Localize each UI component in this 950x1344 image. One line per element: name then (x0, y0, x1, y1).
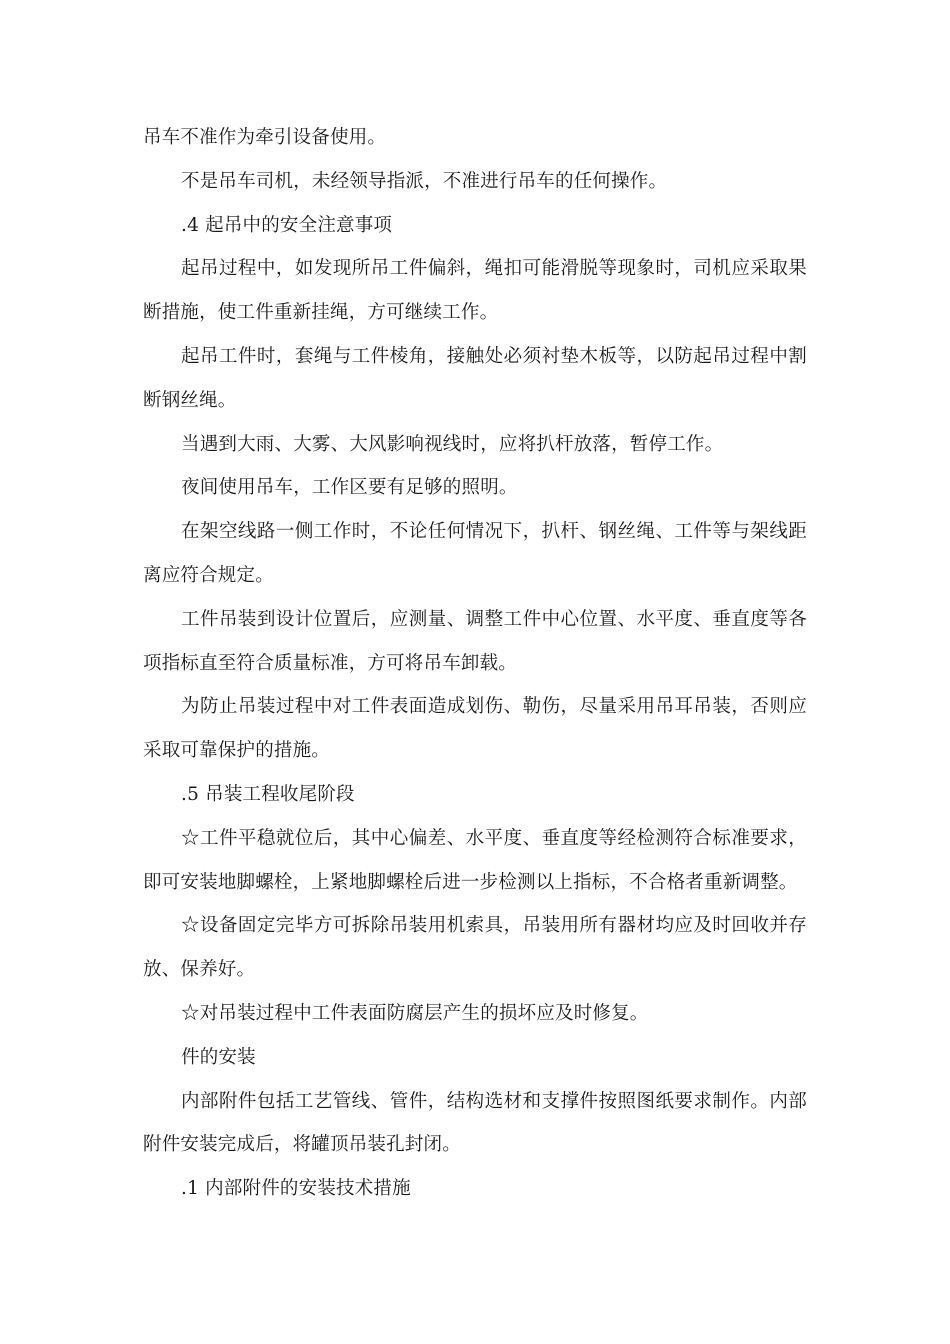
paragraph-anchor-bolts: ☆工件平稳就位后，其中心偏差、水平度、垂直度等经检测符合标准要求，即可安装地脚螺栓，上紧地脚螺栓后进一步检测以上指标，不合格者重新调整。 (143, 827, 807, 893)
paragraph-position-check: 工件吊装到设计位置后，应测量、调整工件中心位置、水平度、垂直度等各项指标直至符合质量标准，方可将吊车卸载。 (143, 608, 807, 674)
paragraph-weather: 当遇到大雨、大雾、大风影响视线时，应将扒杆放落，暂停工作。 (181, 433, 724, 455)
document-body (143, 116, 807, 1211)
paragraph-lifting-skew: 起吊过程中，如发现所吊工件偏斜，绳扣可能滑脱等现象时，司机应采取果断措施，使工件重新挂绳，方可继续工作。 (143, 258, 807, 324)
section-heading-4: .4 起吊中的安全注意事项 (181, 214, 393, 236)
paragraph-sling-padding: 起吊工件时，套绳与工件棱角，接触处必须衬垫木板等，以防起吊过程中割断钢丝绳。 (143, 345, 807, 411)
section-heading-1: .1 内部附件的安装技术措施 (181, 1178, 411, 1200)
paragraph-crane-not-traction: 吊车不准作为牵引设备使用。 (143, 127, 387, 148)
paragraph-coating-repair: ☆对吊装过程中工件表面防腐层产生的损坏应及时修复。 (181, 1002, 649, 1024)
paragraph-overhead-lines: 在架空线路一侧工作时，不论任何情况下，扒杆、钢丝绳、工件等与架线距离应符合规定。 (143, 521, 807, 586)
section-heading-installation: 件的安装 (181, 1046, 256, 1068)
section-heading-5: .5 吊装工程收尾阶段 (181, 783, 355, 805)
paragraph-surface-protection: 为防止吊装过程中对工件表面造成划伤、勒伤，尽量采用吊耳吊装，否则应采取可靠保护的措施。 (143, 696, 807, 762)
paragraph-internal-accessories: 内部附件包括工艺管线、管件，结构选材和支撑件按照图纸要求制作。内部附件安装完成后，将罐顶吊装孔封闭。 (143, 1090, 807, 1156)
paragraph-non-driver-rule: 不是吊车司机，未经领导指派，不准进行吊车的任何操作。 (181, 170, 668, 192)
paragraph-rigging-removal: ☆设备固定完毕方可拆除吊装用机索具，吊装用所有器材均应及时回收并存放、保养好。 (143, 915, 807, 981)
paragraph-night-lighting: 夜间使用吊车，工作区要有足够的照明。 (181, 477, 518, 499)
